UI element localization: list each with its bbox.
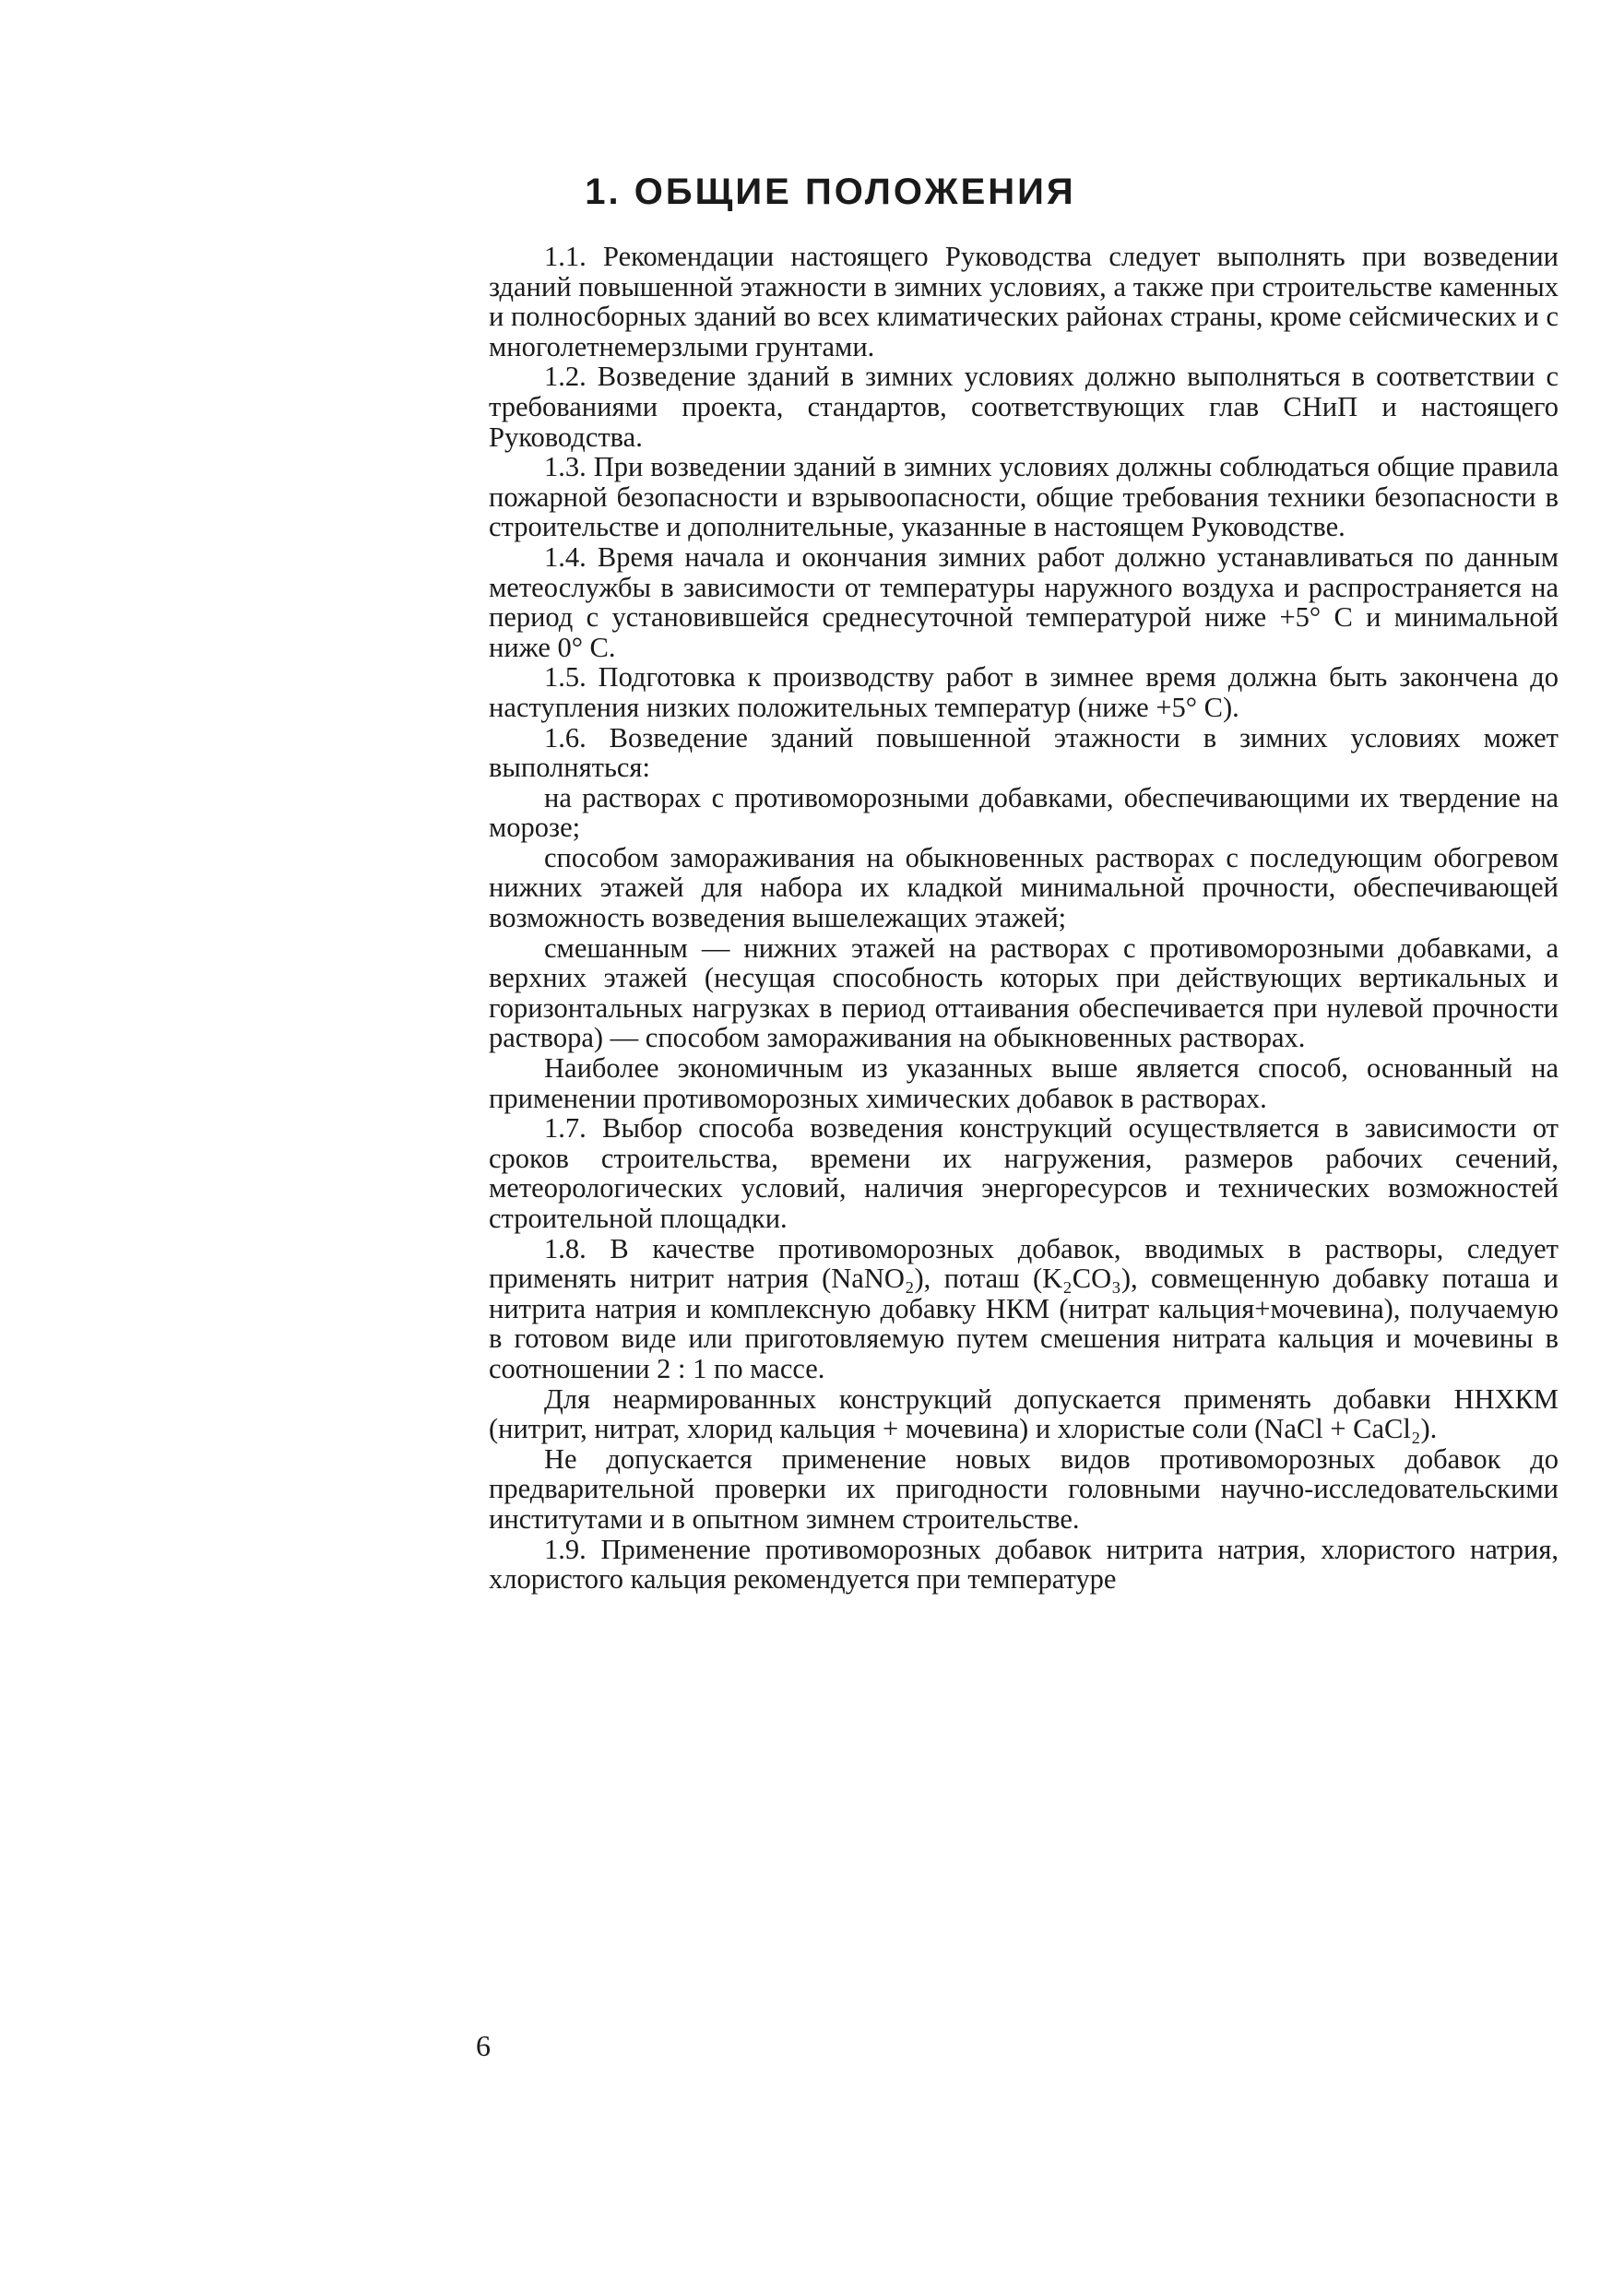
paragraph-1-5: 1.5. Подготовка к производству работ в зимнее время должна быть закончена до наступления низких положительных температур (ниже +5° С). <box>489 661 1559 723</box>
paragraph-1-7: 1.7. Выбор способа возведения конструкций осуществляется в зависимости от сроков строительства, времени их нагружения, размеров рабочих сечений, метеорологических условий, наличия энергоресурсов и технических возможностей строительной площадки. <box>489 1112 1559 1234</box>
list-item-mixed: смешанным — нижних этажей на растворах с противоморозными добавками, а верхних этажей (несущая способность которых при действующих вертикальных и горизонтальных нагрузках в период оттаивания обеспечивается при нулевой прочности раствора) — способом замораживания на обыкновенных растворах. <box>489 931 1559 1054</box>
paragraph-not-allowed: Не допускается применение новых видов противоморозных добавок до предварительной проверки их пригодности головными научно-исследовательскими институтами и в опытном зимнем строительстве. <box>489 1442 1559 1535</box>
paragraph-1-4: 1.4. Время начала и окончания зимних работ должно устанавливаться по данным метеослужбы в зависимости от температуры наружного воздуха и распространяется на период с установившейся среднесуточной температурой ниже +5° С и минимальной ниже 0° С. <box>489 540 1559 663</box>
paragraph-1-8: 1.8. В качестве противоморозных добавок, вводимых в растворы, следует применять нитрит натрия (NaNO₂), поташ (K₂CO₃), совмещенную добавку поташа и нитрита натрия и комплексную добавку НКМ (нитрат кальция+мочевина), получаемую в готовом виде или приготовляемую путем смешения нитрата кальция и мочевины в соотношении 2 : 1 по массе. <box>489 1232 1559 1384</box>
paragraph-1-9: 1.9. Применение противоморозных добавок нитрита натрия, хлористого натрия, хлористого кальция рекомендуется при температуре <box>489 1533 1559 1596</box>
paragraph-1-6: 1.6. Возведение зданий повышенной этажности в зимних условиях может выполняться: <box>489 721 1559 784</box>
body-text <box>489 242 1559 1595</box>
list-item-antifreeze: на растворах с противоморозными добавками, обеспечивающими их твердение на морозе; <box>489 781 1559 844</box>
paragraph-most-economical: Наиболее экономичным из указанных выше является способ, основанный на применении противоморозных химических добавок в растворах. <box>489 1052 1559 1114</box>
page-number: 6 <box>476 2029 491 2062</box>
paragraph-1-2: 1.2. Возведение зданий в зимних условиях должно выполняться в соответствии с требованиями проекта, стандартов, соответствующих глав СНиП и настоящего Руководства. <box>489 361 1559 453</box>
paragraph-unreinforced: Для неармированных конструкций допускается применять добавки ННХКМ (нитрит, нитрат, хлорид кальция + мочевина) и хлористые соли (NaCl + CaCl₂). <box>489 1382 1559 1445</box>
section-title: 1. ОБЩИЕ ПОЛОЖЕНИЯ <box>585 172 1076 212</box>
list-item-freezing: способом замораживания на обыкновенных растворах с последующим обогревом нижних этажей для набора их кладкой минимальной прочности, обеспечивающей возможность возведения вышележащих этажей; <box>489 841 1559 934</box>
paragraph-1-1: 1.1. Рекомендации настоящего Руководства следует выполнять при возведении зданий повышенной этажности в зимних условиях, а также при строительстве каменных и полносборных зданий во всех климатических районах страны, кроме сейсмических и с многолетнемерзлыми грунтами. <box>489 241 1559 362</box>
paragraph-1-3: 1.3. При возведении зданий в зимних условиях должны соблюдаться общие правила пожарной безопасности и взрывоопасности, общие требования техники безопасности в строительстве и дополнительные, указанные в настоящем Руководстве. <box>489 451 1559 543</box>
